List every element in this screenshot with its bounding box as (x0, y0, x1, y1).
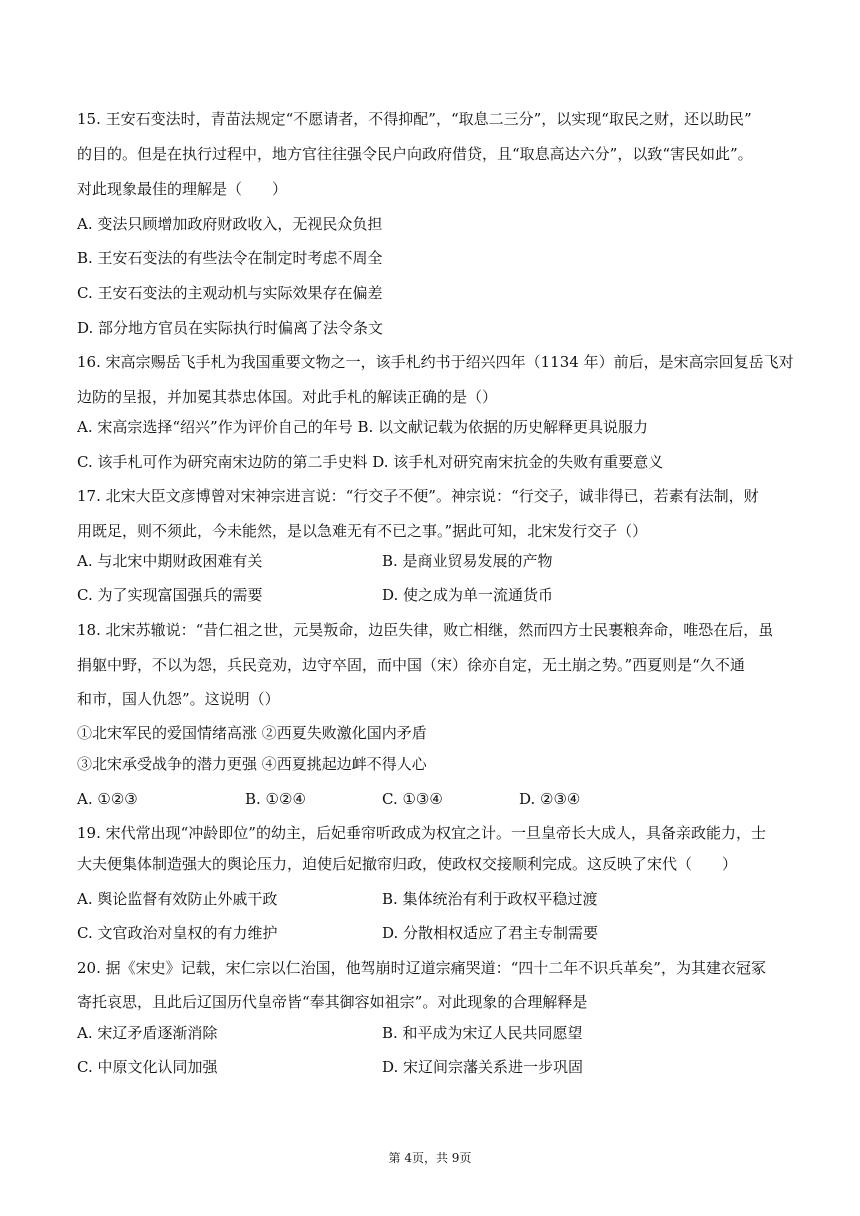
q20-option-b: B. 和平成为宋辽人民共同愿望 (382, 1024, 583, 1042)
q18-option-a: A. ①②③ (77, 790, 138, 808)
q16-options-cd: C. 该手札可作为研究南宋边防的第二手史料 D. 该手札对研究南宋抗金的失败有重要意义 (77, 453, 664, 471)
q18-option-c: C. ①③④ (382, 790, 443, 808)
q18-stem-line-2: 捐躯中野，不以为怨，兵民竞劝，边守卒固，而中国（宋）徐亦自定，无土崩之势。”西夏则是“久不通 (77, 656, 745, 674)
q17-stem-line-1: 17. 北宋大臣文彦博曾对宋神宗进言说：“行交子不便”。神宗说：“行交子，诚非得已，若素有法制，财 (77, 487, 759, 505)
q15-option-a: A. 变法只顾增加政府财政收入，无视民众负担 (77, 215, 383, 233)
q17-option-c: C. 为了实现富国强兵的需要 (77, 586, 263, 604)
q19-option-a: A. 舆论监督有效防止外戚干政 (77, 890, 278, 908)
q17-option-b: B. 是商业贸易发展的产物 (382, 552, 553, 570)
q18-stem-line-3: 和市，国人仇怨”。这说明（） (77, 690, 280, 708)
q18-statements-1-2: ①北宋军民的爱国情绪高涨 ②西夏失败激化国内矛盾 (77, 724, 427, 742)
q17-option-a: A. 与北宋中期财政困难有关 (77, 552, 263, 570)
q15-option-d: D. 部分地方官员在实际执行时偏离了法令条文 (77, 319, 384, 337)
q15-stem-line-1: 15. 王安石变法时，青苗法规定“不愿请者，不得抑配”，“取息二三分”，以实现“取民之财，还以助民” (77, 110, 752, 128)
q20-stem-line-2: 寄托哀思，且此后辽国历代皇帝皆“奉其御容如祖宗”。对此现象的合理解释是 (77, 993, 588, 1011)
q16-stem-line-2: 边防的呈报，并加冕其恭忠体国。对此手札的解读正确的是（） (77, 388, 498, 406)
q20-stem-line-1: 20. 据《宋史》记载，宋仁宗以仁治国，他驾崩时辽道宗痛哭道：“四十二年不识兵革矣”，为其建衣冠冢 (77, 959, 766, 977)
q15-option-c: C. 王安石变法的主观动机与实际效果存在偏差 (77, 284, 383, 302)
q16-options-ab: A. 宋高宗选择“绍兴”作为评价自己的年号 B. 以文献记载为依据的历史解释更具说服力 (77, 418, 649, 436)
q15-option-b: B. 王安石变法的有些法令在制定时考虑不周全 (77, 249, 383, 267)
q17-option-d: D. 使之成为单一流通货币 (382, 586, 554, 604)
q18-statements-3-4: ③北宋承受战争的潜力更强 ④西夏挑起边衅不得人心 (77, 755, 427, 773)
q19-stem-line-2: 大夫便集体制造强大的舆论压力，迫使后妃撤帘归政，使政权交接顺利完成。这反映了宋代（ ） (77, 855, 738, 873)
q19-stem-line-1: 19. 宋代常出现“冲龄即位”的幼主，后妃垂帘听政成为权宜之计。一旦皇帝长大成人，具备亲政能力，士 (77, 824, 766, 842)
q17-stem-line-2: 用既足，则不须此，今未能然，是以急难无有不已之事。”据此可知，北宋发行交子（） (77, 522, 648, 540)
q19-option-d: D. 分散相权适应了君主专制需要 (382, 924, 599, 942)
q20-option-d: D. 宋辽间宗藩关系进一步巩固 (382, 1058, 584, 1076)
q19-option-b: B. 集体统治有利于政权平稳过渡 (382, 890, 598, 908)
q15-stem-line-3: 对此现象最佳的理解是（ ） (77, 180, 288, 198)
q18-option-b: B. ①②④ (245, 790, 306, 808)
q18-option-d: D. ②③④ (519, 790, 581, 808)
q19-option-c: C. 文官政治对皇权的有力维护 (77, 924, 278, 942)
q20-option-a: A. 宋辽矛盾逐渐消除 (77, 1024, 218, 1042)
q18-stem-line-1: 18. 北宋苏辙说：“昔仁祖之世，元昊叛命，边臣失律，败亡相继，然而四方士民裹粮奔命，唯恐在后，虽 (77, 621, 774, 639)
q16-stem-line-1: 16. 宋高宗赐岳飞手札为我国重要文物之一，该手札约书于绍兴四年（1134 年）前后，是宋高宗回复岳飞对 (77, 353, 794, 371)
q15-stem-line-2: 的目的。但是在执行过程中，地方官往往强令民户向政府借贷，且“取息高达六分”，以致“害民如此”。 (77, 145, 753, 163)
q20-option-c: C. 中原文化认同加强 (77, 1058, 218, 1076)
page-number-footer: 第 4页，共 9页 (388, 1151, 472, 1165)
